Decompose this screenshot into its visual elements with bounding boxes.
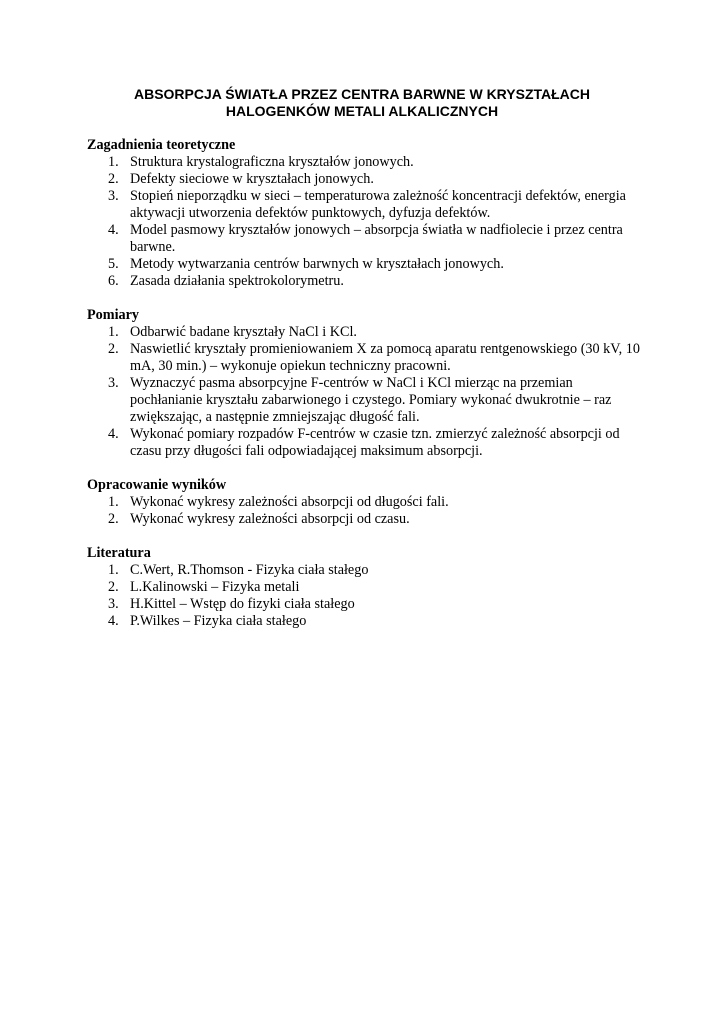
list-item xyxy=(87,426,647,460)
section-heading: Zagadnienia teoretyczne xyxy=(87,137,236,153)
list-text: P.Wilkes – Fizyka ciała stałego xyxy=(130,613,307,629)
list-item xyxy=(87,188,647,222)
list-number: 3. xyxy=(108,188,119,204)
section-literature xyxy=(87,545,647,630)
list-item xyxy=(87,222,647,256)
document-title xyxy=(0,86,724,120)
section-heading: Pomiary xyxy=(87,307,140,323)
list-item xyxy=(87,375,647,426)
section-theory xyxy=(87,137,647,290)
list-text: Struktura krystalograficzna kryształów jonowych. xyxy=(130,154,414,170)
section-list xyxy=(87,562,647,630)
list-number: 3. xyxy=(108,596,119,612)
list-item xyxy=(87,341,647,375)
list-text: Odbarwić badane kryształy NaCl i KCl. xyxy=(130,324,357,340)
list-number: 6. xyxy=(108,273,119,289)
document-body xyxy=(87,137,647,647)
list-number: 1. xyxy=(108,154,119,170)
title-line-2: HALOGENKÓW METALI ALKALICZNYCH xyxy=(225,103,499,119)
list-text: Model pasmowy kryształów jonowych – absorpcja światła w nadfiolecie i przez centra barwne. xyxy=(130,222,623,255)
list-number: 2. xyxy=(108,341,119,357)
section-heading: Literatura xyxy=(87,545,151,561)
list-text: Stopień nieporządku w sieci – temperaturowa zależność koncentracji defektów, energia aktywacji utworzenia defektów punktowych, dyfuzja defektów. xyxy=(130,188,626,221)
section-heading: Opracowanie wyników xyxy=(87,477,227,493)
list-number: 4. xyxy=(108,222,119,238)
section-list xyxy=(87,324,647,460)
list-item xyxy=(87,613,647,630)
list-text: C.Wert, R.Thomson - Fizyka ciała stałego xyxy=(130,562,369,578)
list-text: Metody wytwarzania centrów barwnych w kryształach jonowych. xyxy=(130,256,504,272)
list-text: H.Kittel – Wstęp do fizyki ciała stałego xyxy=(130,596,355,612)
list-item xyxy=(87,273,647,290)
list-item xyxy=(87,154,647,171)
list-number: 4. xyxy=(108,426,119,442)
list-number: 4. xyxy=(108,613,119,629)
list-number: 1. xyxy=(108,562,119,578)
list-text: Wyznaczyć pasma absorpcyjne F-centrów w NaCl i KCl mierząc na przemian pochłanianie kryształu zabarwionego i czystego. Pomiary wykonać dwukrotnie – raz zwiększając, a następnie zmniejszając długość fali. xyxy=(130,375,612,425)
list-number: 5. xyxy=(108,256,119,272)
list-text: Wykonać wykresy zależności absorpcji od czasu. xyxy=(130,511,410,527)
list-item xyxy=(87,171,647,188)
list-number: 1. xyxy=(108,494,119,510)
list-item xyxy=(87,562,647,579)
list-item xyxy=(87,579,647,596)
section-results xyxy=(87,477,647,528)
section-list xyxy=(87,494,647,528)
list-number: 2. xyxy=(108,511,119,527)
list-item xyxy=(87,494,647,511)
list-number: 2. xyxy=(108,579,119,595)
list-item xyxy=(87,256,647,273)
list-item xyxy=(87,596,647,613)
list-item xyxy=(87,324,647,341)
title-line-1: ABSORPCJA ŚWIATŁA PRZEZ CENTRA BARWNE W KRYSZTAŁACH xyxy=(133,86,591,102)
list-text: Defekty sieciowe w kryształach jonowych. xyxy=(130,171,374,187)
list-text: Wykonać pomiary rozpadów F-centrów w czasie tzn. zmierzyć zależność absorpcji od czasu przy długości fali odpowiadającej maksimum absorpcji. xyxy=(130,426,620,459)
section-measurements xyxy=(87,307,647,460)
list-text: Wykonać wykresy zależności absorpcji od długości fali. xyxy=(130,494,449,510)
list-text: Naswietlić kryształy promieniowaniem X za pomocą aparatu rentgenowskiego (30 kV, 10 mA, 30 min.) – wykonuje opiekun techniczny pracowni. xyxy=(130,341,640,374)
list-number: 2. xyxy=(108,171,119,187)
list-number: 1. xyxy=(108,324,119,340)
list-number: 3. xyxy=(108,375,119,391)
list-text: L.Kalinowski – Fizyka metali xyxy=(130,579,300,595)
list-text: Zasada działania spektrokolorymetru. xyxy=(130,273,344,289)
list-item xyxy=(87,511,647,528)
section-list xyxy=(87,154,647,290)
